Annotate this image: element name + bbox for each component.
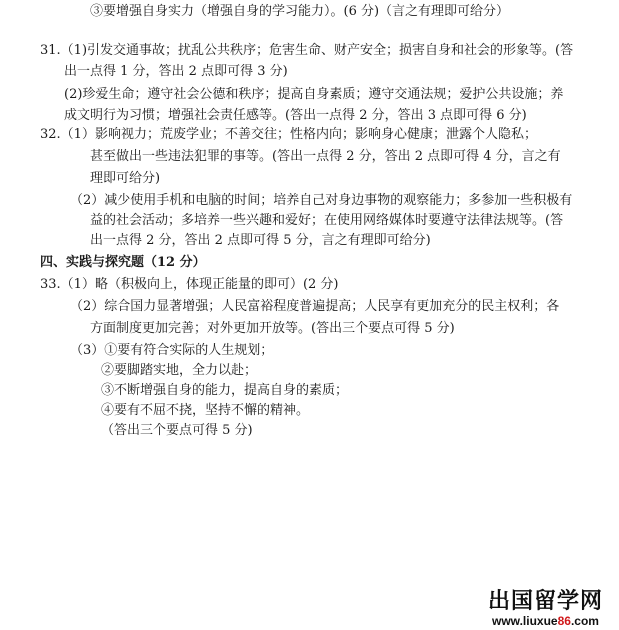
- answer-line: ④要有不屈不挠，坚持不懈的精神。: [101, 403, 310, 418]
- answer-line: （2）减少使用手机和电脑的时间；培养自己对身边事物的观察能力；多参加一些积极有: [70, 193, 573, 208]
- answer-line: 出一点得 1 分，答出 2 点即可得 3 分): [64, 64, 288, 79]
- section-heading: 四、实践与探究题（12 分）: [40, 255, 206, 270]
- answer-line: 理即可给分): [90, 171, 161, 186]
- answer-line: 33.（1）略（积极向上，体现正能量的即可）(2 分): [40, 277, 339, 292]
- answer-line: ②要脚踏实地，全力以赴；: [101, 363, 258, 378]
- answer-line: 出一点得 2 分，答出 2 点即可得 5 分，言之有理即可给分): [90, 233, 431, 248]
- answer-line: 31.（1)引发交通事故；扰乱公共秩序；危害生命、财产安全；损害自身和社会的形象等。(答: [40, 43, 574, 58]
- watermark-url-suffix: .com: [570, 614, 599, 628]
- answer-line: ③要增强自身实力（增强自身的学习能力）。(6 分)（言之有理即可给分）: [90, 4, 510, 19]
- watermark-title: 出国留学网: [487, 589, 603, 614]
- answer-line: (2)珍爱生命；遵守社会公德和秩序；提高自身素质；遵守交通法规；爱护公共设施；养: [64, 87, 564, 102]
- watermark-url-prefix: www.liuxue: [492, 614, 558, 628]
- answer-line: ③不断增强自身的能力，提高自身的素质；: [101, 383, 349, 398]
- answer-line: 方面制度更加完善；对外更加开放等。(答出三个要点可得 5 分): [90, 321, 455, 336]
- watermark-url-highlight: 86: [557, 614, 571, 628]
- answer-line: 甚至做出一些违法犯罪的事等。(答出一点得 2 分，答出 2 点即可得 4 分，言之有: [90, 149, 561, 164]
- answer-line: （2）综合国力显著增强；人民富裕程度普遍提高；人民享有更加充分的民主权利；各: [70, 299, 560, 314]
- answer-line: （3）①要有符合实际的人生规划；: [70, 343, 274, 358]
- answer-line: 成文明行为习惯；增强社会责任感等。(答出一点得 2 分，答出 3 点即可得 6 分): [64, 108, 527, 123]
- watermark-url: [488, 614, 603, 628]
- site-watermark: [488, 590, 603, 628]
- answer-line: 32.（1）影响视力；荒废学业；不善交往；性格内向；影响身心健康；泄露个人隐私；: [40, 127, 537, 142]
- answer-line: （答出三个要点可得 5 分): [101, 423, 253, 438]
- answer-line: 益的社会活动；多培养一些兴趣和爱好；在使用网络媒体时要遵守法律法规等。(答: [90, 213, 564, 228]
